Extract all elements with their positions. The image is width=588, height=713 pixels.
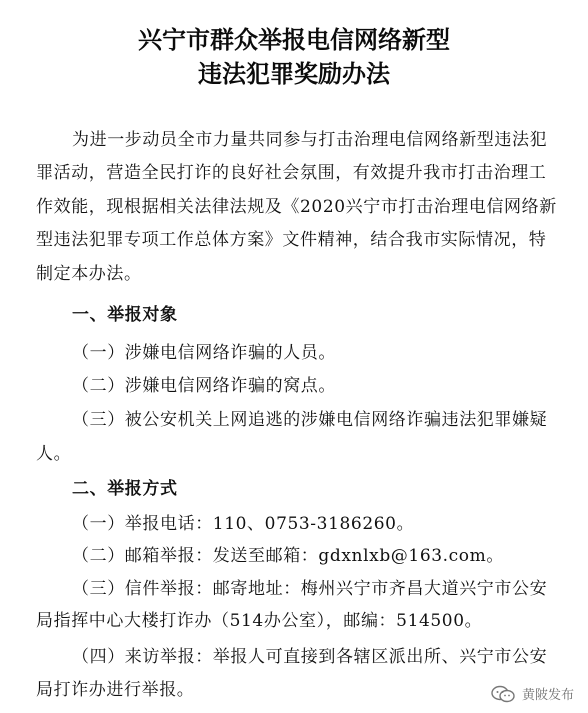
intro-line: 制定本办法。	[36, 264, 142, 284]
list-item: （二）邮箱举报：发送至邮箱：gdxnlxb@163.com。	[72, 546, 504, 566]
list-item: （二）涉嫌电信网络诈骗的窝点。	[72, 376, 336, 396]
list-item-continuation: 局指挥中心大楼打诈办（514办公室），邮编：514500。	[36, 611, 483, 631]
wechat-icon	[490, 685, 516, 703]
watermark-text: 黄陂发布	[521, 688, 574, 703]
list-item: （一）涉嫌电信网络诈骗的人员。	[72, 343, 336, 363]
intro-line: 作效能，现根据相关法律法规及《2020兴宁市打击治理电信网络新	[36, 197, 557, 217]
list-item: （四）来访举报：举报人可直接到各辖区派出所、兴宁市公安	[72, 647, 548, 667]
section-heading: 一、举报对象	[72, 305, 178, 325]
section-heading: 二、举报方式	[72, 479, 178, 499]
watermark	[490, 684, 574, 703]
list-item: （一）举报电话：110、0753-3186260。	[72, 514, 415, 534]
list-item: （三）被公安机关上网追逃的涉嫌电信网络诈骗违法犯罪嫌疑	[72, 410, 548, 430]
list-item-continuation: 人。	[36, 444, 72, 464]
document-title-line-2: 违法犯罪奖励办法	[198, 59, 390, 88]
intro-line: 罪活动，营造全民打诈的良好社会氛围，有效提升我市打击治理工	[36, 163, 547, 183]
list-item: （三）信件举报：邮寄地址：梅州兴宁市齐昌大道兴宁市公安	[72, 579, 548, 599]
list-item-continuation: 局打诈办进行举报。	[36, 680, 195, 700]
document-title-line-1: 兴宁市群众举报电信网络新型	[138, 25, 450, 54]
intro-line: 型违法犯罪专项工作总体方案》文件精神，结合我市实际情况，特	[36, 230, 547, 250]
intro-line: 为进一步动员全市力量共同参与打击治理电信网络新型违法犯	[72, 130, 548, 150]
